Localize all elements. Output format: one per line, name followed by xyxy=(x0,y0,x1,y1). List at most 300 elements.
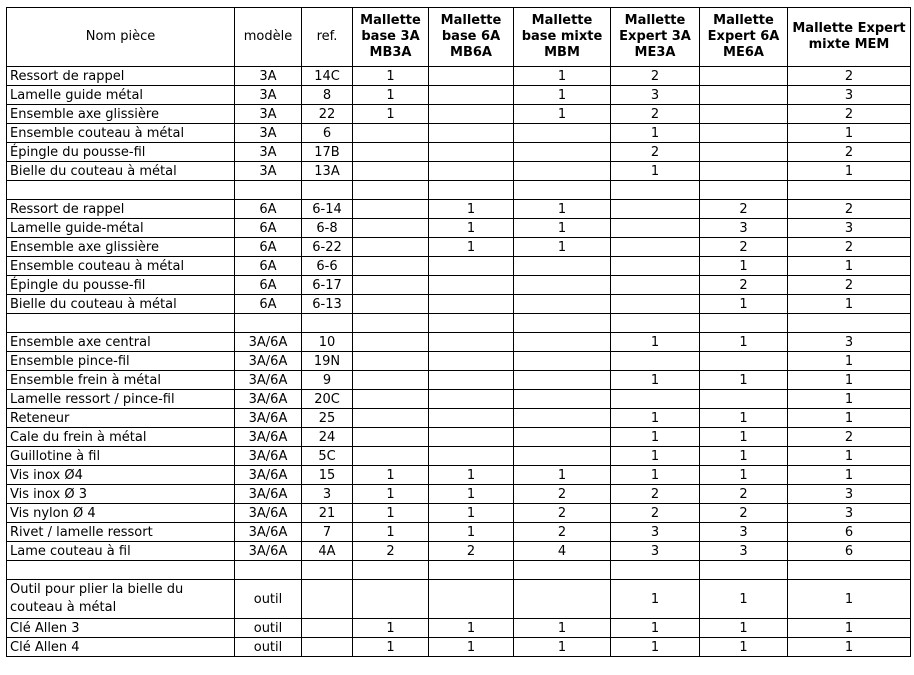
cell-mb6a: 1 xyxy=(429,485,514,504)
cell-me3a: 1 xyxy=(611,162,700,181)
cell-me3a xyxy=(611,295,700,314)
cell-mb6a: 1 xyxy=(429,504,514,523)
cell-nom-piece: Ensemble axe central xyxy=(7,333,235,352)
header-mb6a: Mallette base 6A MB6A xyxy=(429,8,514,67)
cell-mb6a xyxy=(429,181,514,200)
cell-ref: 25 xyxy=(302,409,353,428)
cell-mb3a xyxy=(353,409,429,428)
cell-ref: 21 xyxy=(302,504,353,523)
cell-nom-piece: Guillotine à fil xyxy=(7,447,235,466)
cell-modele: 3A/6A xyxy=(235,371,302,390)
table-row xyxy=(7,295,911,314)
cell-mbm: 1 xyxy=(514,238,611,257)
cell-ref: 19N xyxy=(302,352,353,371)
cell-mb6a xyxy=(429,143,514,162)
cell-nom-piece: Lamelle guide métal xyxy=(7,86,235,105)
cell-me6a xyxy=(700,390,788,409)
cell-modele: 3A/6A xyxy=(235,409,302,428)
cell-nom-piece: Rivet / lamelle ressort xyxy=(7,523,235,542)
cell-modele: 6A xyxy=(235,295,302,314)
cell-modele: 3A xyxy=(235,67,302,86)
cell-mb3a xyxy=(353,352,429,371)
cell-nom-piece xyxy=(7,561,235,580)
cell-ref: 6-22 xyxy=(302,238,353,257)
cell-me6a xyxy=(700,181,788,200)
cell-mem: 1 xyxy=(788,352,911,371)
cell-mbm xyxy=(514,580,611,619)
cell-nom-piece: Vis inox Ø4 xyxy=(7,466,235,485)
cell-mem xyxy=(788,561,911,580)
cell-modele: outil xyxy=(235,580,302,619)
cell-modele: 3A xyxy=(235,105,302,124)
cell-mb6a: 1 xyxy=(429,523,514,542)
cell-me3a: 1 xyxy=(611,466,700,485)
cell-mb3a xyxy=(353,314,429,333)
cell-me3a xyxy=(611,561,700,580)
cell-nom-piece: Ressort de rappel xyxy=(7,67,235,86)
cell-mb3a xyxy=(353,580,429,619)
cell-ref: 17B xyxy=(302,143,353,162)
cell-mb3a: 1 xyxy=(353,504,429,523)
cell-me6a: 1 xyxy=(700,295,788,314)
cell-ref: 6-6 xyxy=(302,257,353,276)
cell-me3a: 1 xyxy=(611,428,700,447)
cell-ref: 4A xyxy=(302,542,353,561)
table-row xyxy=(7,105,911,124)
cell-me3a: 3 xyxy=(611,523,700,542)
cell-me3a: 1 xyxy=(611,580,700,619)
cell-me6a: 2 xyxy=(700,504,788,523)
cell-me6a xyxy=(700,143,788,162)
cell-nom-piece: Ensemble frein à métal xyxy=(7,371,235,390)
cell-mem: 3 xyxy=(788,219,911,238)
cell-mbm xyxy=(514,181,611,200)
table-row xyxy=(7,466,911,485)
cell-me6a: 3 xyxy=(700,523,788,542)
cell-mem: 1 xyxy=(788,447,911,466)
header-mbm: Mallette base mixte MBM xyxy=(514,8,611,67)
cell-mb3a: 1 xyxy=(353,619,429,638)
cell-nom-piece: Ensemble couteau à métal xyxy=(7,124,235,143)
header-nom-piece: Nom pièce xyxy=(7,8,235,67)
cell-nom-piece: Vis inox Ø 3 xyxy=(7,485,235,504)
cell-nom-piece: Vis nylon Ø 4 xyxy=(7,504,235,523)
table-body xyxy=(7,67,911,657)
spacer-row xyxy=(7,561,911,580)
cell-mem: 3 xyxy=(788,504,911,523)
cell-mb6a xyxy=(429,314,514,333)
cell-ref xyxy=(302,561,353,580)
cell-me3a xyxy=(611,257,700,276)
cell-modele: 6A xyxy=(235,219,302,238)
cell-me3a xyxy=(611,200,700,219)
cell-me6a: 1 xyxy=(700,333,788,352)
cell-me3a: 1 xyxy=(611,124,700,143)
cell-ref: 5C xyxy=(302,447,353,466)
cell-me6a: 1 xyxy=(700,580,788,619)
cell-me6a xyxy=(700,314,788,333)
cell-mem: 2 xyxy=(788,67,911,86)
cell-nom-piece: Bielle du couteau à métal xyxy=(7,295,235,314)
cell-me6a xyxy=(700,86,788,105)
cell-mb6a xyxy=(429,428,514,447)
cell-mem: 2 xyxy=(788,143,911,162)
cell-mem: 2 xyxy=(788,428,911,447)
cell-ref: 9 xyxy=(302,371,353,390)
cell-nom-piece: Clé Allen 4 xyxy=(7,638,235,657)
cell-ref: 6-13 xyxy=(302,295,353,314)
cell-ref: 6-8 xyxy=(302,219,353,238)
cell-mem: 1 xyxy=(788,619,911,638)
table-row xyxy=(7,124,911,143)
cell-mb3a: 1 xyxy=(353,485,429,504)
cell-me6a xyxy=(700,67,788,86)
cell-mbm xyxy=(514,352,611,371)
table-row xyxy=(7,390,911,409)
cell-mbm: 1 xyxy=(514,105,611,124)
cell-modele: 3A xyxy=(235,162,302,181)
cell-mbm: 1 xyxy=(514,638,611,657)
cell-nom-piece: Cale du frein à métal xyxy=(7,428,235,447)
cell-nom-piece: Lamelle guide-métal xyxy=(7,219,235,238)
cell-nom-piece: Lame couteau à fil xyxy=(7,542,235,561)
cell-mb3a xyxy=(353,295,429,314)
cell-me3a xyxy=(611,352,700,371)
table-row xyxy=(7,257,911,276)
cell-mem: 3 xyxy=(788,485,911,504)
cell-me3a: 2 xyxy=(611,485,700,504)
cell-mbm xyxy=(514,371,611,390)
cell-ref: 10 xyxy=(302,333,353,352)
cell-modele: 3A/6A xyxy=(235,542,302,561)
cell-ref xyxy=(302,619,353,638)
cell-me3a: 2 xyxy=(611,67,700,86)
cell-mem: 1 xyxy=(788,162,911,181)
cell-mbm xyxy=(514,295,611,314)
cell-me3a: 3 xyxy=(611,86,700,105)
cell-mbm: 1 xyxy=(514,86,611,105)
cell-mbm: 2 xyxy=(514,485,611,504)
cell-ref: 24 xyxy=(302,428,353,447)
table-row xyxy=(7,485,911,504)
cell-mbm: 1 xyxy=(514,619,611,638)
cell-modele: 3A/6A xyxy=(235,352,302,371)
cell-mb6a xyxy=(429,371,514,390)
cell-mem xyxy=(788,314,911,333)
cell-me6a: 1 xyxy=(700,638,788,657)
cell-modele: outil xyxy=(235,619,302,638)
cell-me3a xyxy=(611,181,700,200)
cell-mb3a xyxy=(353,238,429,257)
table-row xyxy=(7,143,911,162)
cell-me6a: 1 xyxy=(700,619,788,638)
cell-ref: 7 xyxy=(302,523,353,542)
cell-nom-piece: Reteneur xyxy=(7,409,235,428)
cell-me6a: 1 xyxy=(700,466,788,485)
cell-mb3a xyxy=(353,257,429,276)
header-me6a: Mallette Expert 6A ME6A xyxy=(700,8,788,67)
cell-mbm: 1 xyxy=(514,200,611,219)
cell-nom-piece: Épingle du pousse-fil xyxy=(7,143,235,162)
cell-mem xyxy=(788,181,911,200)
cell-mem: 1 xyxy=(788,371,911,390)
cell-ref: 20C xyxy=(302,390,353,409)
table-row xyxy=(7,523,911,542)
cell-mb3a xyxy=(353,390,429,409)
table-row xyxy=(7,352,911,371)
cell-mb3a: 1 xyxy=(353,523,429,542)
cell-mb6a: 1 xyxy=(429,219,514,238)
cell-modele: 3A/6A xyxy=(235,523,302,542)
table-row xyxy=(7,504,911,523)
cell-mb6a xyxy=(429,67,514,86)
cell-me6a: 2 xyxy=(700,238,788,257)
cell-mb6a xyxy=(429,390,514,409)
cell-mb6a xyxy=(429,86,514,105)
cell-ref: 6-17 xyxy=(302,276,353,295)
cell-mb3a: 1 xyxy=(353,638,429,657)
cell-mem: 1 xyxy=(788,124,911,143)
cell-mb3a: 1 xyxy=(353,86,429,105)
cell-nom-piece xyxy=(7,314,235,333)
cell-mb6a xyxy=(429,295,514,314)
cell-me3a: 1 xyxy=(611,638,700,657)
cell-mb3a: 1 xyxy=(353,466,429,485)
cell-me6a: 2 xyxy=(700,276,788,295)
header-mem: Mallette Expert mixte MEM xyxy=(788,8,911,67)
table-row xyxy=(7,200,911,219)
cell-modele: 3A/6A xyxy=(235,447,302,466)
cell-me3a: 3 xyxy=(611,542,700,561)
cell-mem: 6 xyxy=(788,523,911,542)
cell-mbm: 2 xyxy=(514,523,611,542)
cell-nom-piece: Épingle du pousse-fil xyxy=(7,276,235,295)
spacer-row xyxy=(7,314,911,333)
cell-mb6a xyxy=(429,580,514,619)
cell-mb6a xyxy=(429,105,514,124)
cell-nom-piece: Ressort de rappel xyxy=(7,200,235,219)
cell-mb3a xyxy=(353,276,429,295)
cell-mem: 1 xyxy=(788,466,911,485)
table-row xyxy=(7,371,911,390)
cell-me6a xyxy=(700,162,788,181)
cell-ref: 6 xyxy=(302,124,353,143)
cell-me6a: 1 xyxy=(700,371,788,390)
header-ref: ref. xyxy=(302,8,353,67)
cell-me6a xyxy=(700,352,788,371)
cell-me3a xyxy=(611,219,700,238)
cell-mbm xyxy=(514,561,611,580)
cell-mbm xyxy=(514,333,611,352)
cell-ref xyxy=(302,314,353,333)
cell-mem: 1 xyxy=(788,257,911,276)
header-mb3a: Mallette base 3A MB3A xyxy=(353,8,429,67)
cell-me6a: 1 xyxy=(700,447,788,466)
cell-mbm: 4 xyxy=(514,542,611,561)
cell-mb6a xyxy=(429,257,514,276)
cell-modele: 3A/6A xyxy=(235,466,302,485)
cell-nom-piece: Ensemble axe glissière xyxy=(7,238,235,257)
cell-nom-piece: Bielle du couteau à métal xyxy=(7,162,235,181)
cell-me3a xyxy=(611,238,700,257)
cell-nom-piece: Ensemble axe glissière xyxy=(7,105,235,124)
cell-modele: 3A xyxy=(235,124,302,143)
cell-mb6a: 1 xyxy=(429,200,514,219)
cell-me6a: 2 xyxy=(700,200,788,219)
cell-mb3a xyxy=(353,561,429,580)
cell-mbm xyxy=(514,143,611,162)
table-row xyxy=(7,542,911,561)
cell-mb3a: 1 xyxy=(353,105,429,124)
cell-mb6a xyxy=(429,276,514,295)
cell-mbm xyxy=(514,428,611,447)
cell-me6a xyxy=(700,105,788,124)
cell-mem: 3 xyxy=(788,333,911,352)
cell-mbm: 1 xyxy=(514,67,611,86)
cell-me6a: 2 xyxy=(700,485,788,504)
cell-mb3a xyxy=(353,219,429,238)
cell-mb6a: 1 xyxy=(429,638,514,657)
cell-mbm xyxy=(514,276,611,295)
cell-mb3a xyxy=(353,143,429,162)
table-row xyxy=(7,162,911,181)
cell-ref: 14C xyxy=(302,67,353,86)
cell-ref: 15 xyxy=(302,466,353,485)
cell-modele: 3A/6A xyxy=(235,485,302,504)
cell-mbm xyxy=(514,257,611,276)
cell-mem: 2 xyxy=(788,276,911,295)
cell-mem: 6 xyxy=(788,542,911,561)
cell-modele: 6A xyxy=(235,276,302,295)
cell-modele: 3A/6A xyxy=(235,428,302,447)
cell-me3a: 1 xyxy=(611,409,700,428)
cell-me6a: 3 xyxy=(700,219,788,238)
cell-me3a: 2 xyxy=(611,143,700,162)
cell-mb6a xyxy=(429,447,514,466)
cell-mem: 1 xyxy=(788,580,911,619)
cell-mb3a xyxy=(353,181,429,200)
cell-mb6a: 1 xyxy=(429,619,514,638)
table-row xyxy=(7,238,911,257)
cell-mb3a xyxy=(353,162,429,181)
spacer-row xyxy=(7,181,911,200)
cell-me6a: 1 xyxy=(700,428,788,447)
cell-mem: 2 xyxy=(788,200,911,219)
cell-ref xyxy=(302,638,353,657)
cell-mem: 1 xyxy=(788,409,911,428)
table-row xyxy=(7,580,911,619)
cell-mem: 1 xyxy=(788,295,911,314)
cell-mb6a: 1 xyxy=(429,238,514,257)
cell-modele: 3A/6A xyxy=(235,504,302,523)
cell-modele: 6A xyxy=(235,200,302,219)
cell-mb6a: 1 xyxy=(429,466,514,485)
cell-mb3a: 1 xyxy=(353,67,429,86)
cell-mem: 1 xyxy=(788,390,911,409)
cell-modele xyxy=(235,561,302,580)
cell-mbm xyxy=(514,409,611,428)
cell-ref: 22 xyxy=(302,105,353,124)
cell-mem: 2 xyxy=(788,105,911,124)
table-row xyxy=(7,409,911,428)
cell-mb6a xyxy=(429,124,514,143)
table-row xyxy=(7,219,911,238)
cell-me3a: 1 xyxy=(611,371,700,390)
cell-mb3a xyxy=(353,200,429,219)
parts-table xyxy=(6,7,911,657)
table-row xyxy=(7,619,911,638)
cell-modele: 6A xyxy=(235,238,302,257)
table-row xyxy=(7,638,911,657)
cell-modele: 6A xyxy=(235,257,302,276)
cell-me6a: 1 xyxy=(700,409,788,428)
cell-nom-piece: Lamelle ressort / pince-fil xyxy=(7,390,235,409)
header-me3a: Mallette Expert 3A ME3A xyxy=(611,8,700,67)
cell-mbm xyxy=(514,447,611,466)
cell-mbm xyxy=(514,390,611,409)
header-row xyxy=(7,8,911,67)
cell-me3a: 1 xyxy=(611,333,700,352)
cell-me3a: 1 xyxy=(611,447,700,466)
cell-modele xyxy=(235,314,302,333)
cell-ref: 13A xyxy=(302,162,353,181)
cell-mbm: 2 xyxy=(514,504,611,523)
cell-mb3a xyxy=(353,333,429,352)
cell-mem: 2 xyxy=(788,238,911,257)
cell-mb6a xyxy=(429,561,514,580)
cell-nom-piece: Ensemble couteau à métal xyxy=(7,257,235,276)
cell-mbm xyxy=(514,314,611,333)
cell-mb6a xyxy=(429,162,514,181)
table-row xyxy=(7,447,911,466)
cell-me3a xyxy=(611,390,700,409)
cell-me3a: 1 xyxy=(611,619,700,638)
cell-mb3a xyxy=(353,447,429,466)
cell-modele: outil xyxy=(235,638,302,657)
cell-mbm: 1 xyxy=(514,466,611,485)
table-row xyxy=(7,86,911,105)
cell-me6a: 1 xyxy=(700,257,788,276)
cell-ref: 6-14 xyxy=(302,200,353,219)
cell-mb3a xyxy=(353,124,429,143)
cell-mb3a: 2 xyxy=(353,542,429,561)
cell-mb6a xyxy=(429,352,514,371)
cell-nom-piece xyxy=(7,181,235,200)
cell-mbm xyxy=(514,162,611,181)
cell-ref: 8 xyxy=(302,86,353,105)
cell-mem: 3 xyxy=(788,86,911,105)
cell-ref xyxy=(302,181,353,200)
cell-me3a xyxy=(611,276,700,295)
cell-ref xyxy=(302,580,353,619)
cell-nom-piece: Ensemble pince-fil xyxy=(7,352,235,371)
cell-modele: 3A xyxy=(235,143,302,162)
cell-modele: 3A xyxy=(235,86,302,105)
cell-mbm xyxy=(514,124,611,143)
cell-mbm: 1 xyxy=(514,219,611,238)
cell-mb3a xyxy=(353,428,429,447)
cell-modele: 3A/6A xyxy=(235,390,302,409)
cell-me3a xyxy=(611,314,700,333)
cell-nom-piece: Outil pour plier la bielle du couteau à métal xyxy=(7,580,235,619)
table-row xyxy=(7,333,911,352)
cell-ref: 3 xyxy=(302,485,353,504)
cell-modele xyxy=(235,181,302,200)
cell-me6a xyxy=(700,561,788,580)
cell-mem: 1 xyxy=(788,638,911,657)
cell-me6a xyxy=(700,124,788,143)
table-row xyxy=(7,67,911,86)
